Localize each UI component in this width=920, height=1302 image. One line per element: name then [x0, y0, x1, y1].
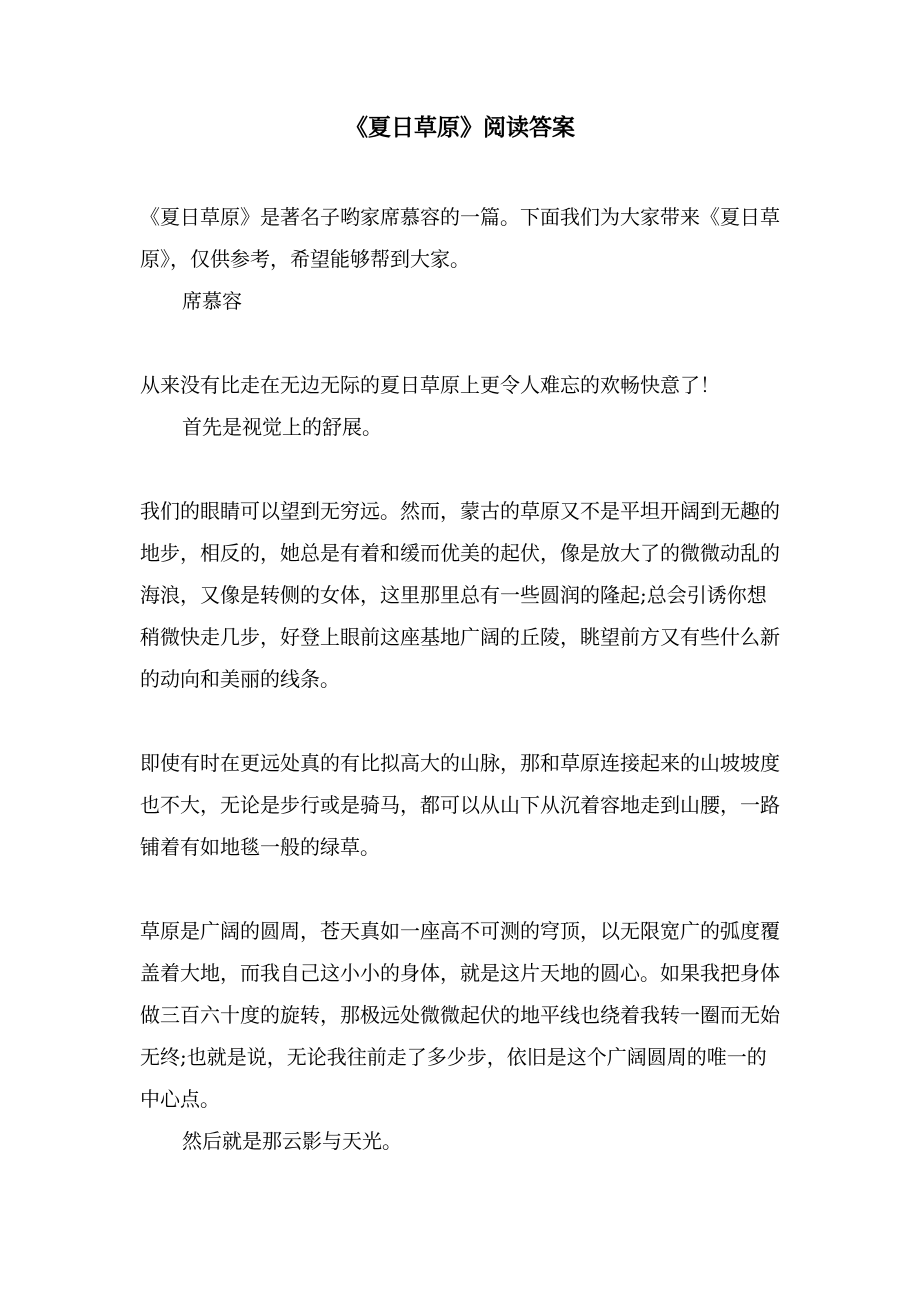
paragraph-clouds: 然后就是那云影与天光。 — [182, 1129, 402, 1153]
paragraph-mountains: 即使有时在更远处真的有比拟高大的山脉，那和草原连接起来的山坡坡度也不大，无论是步行或是骑马，都可以从山下从沉着容地走到山腰，一路铺着有如地毯一般的绿草。 — [140, 751, 780, 859]
paragraph-eyes: 我们的眼睛可以望到无穷远。然而，蒙古的草原又不是平坦开阔到无趣的地步，相反的，她总是有着和缓而优美的起伏，像是放大了的微微动乱的海浪，又像是转侧的女体，这里那里总有一些圆润的隆起;总会引诱你想稍微快走几步，好登上眼前这座基地广阔的丘陵，眺望前方又有些什么新的动向和美丽的线条。 — [140, 499, 780, 691]
paragraph-circle: 草原是广阔的圆周，苍天真如一座高不可测的穹顶，以无限宽广的弧度覆盖着大地，而我自己这小小的身体，就是这片天地的圆心。如果我把身体做三百六十度的旋转，那极远处微微起伏的地平线也绕着我转一圈而无始无终;也就是说，无论我往前走了多少步，依旧是这个广阔圆周的唯一的中心点。 — [140, 919, 780, 1111]
author-line: 席慕容 — [182, 289, 242, 313]
paragraph-visual: 首先是视觉上的舒展。 — [182, 415, 382, 439]
intro-paragraph: 《夏日草原》是著名子哟家席慕容的一篇。下面我们为大家带来《夏日草原》，仅供参考，希望能够帮到大家。 — [140, 205, 780, 271]
document-body — [140, 196, 780, 1162]
paragraph-opening: 从来没有比走在无边无际的夏日草原上更令人难忘的欢畅快意了！ — [140, 373, 720, 397]
document-title: 《夏日草原》阅读答案 — [345, 114, 575, 141]
